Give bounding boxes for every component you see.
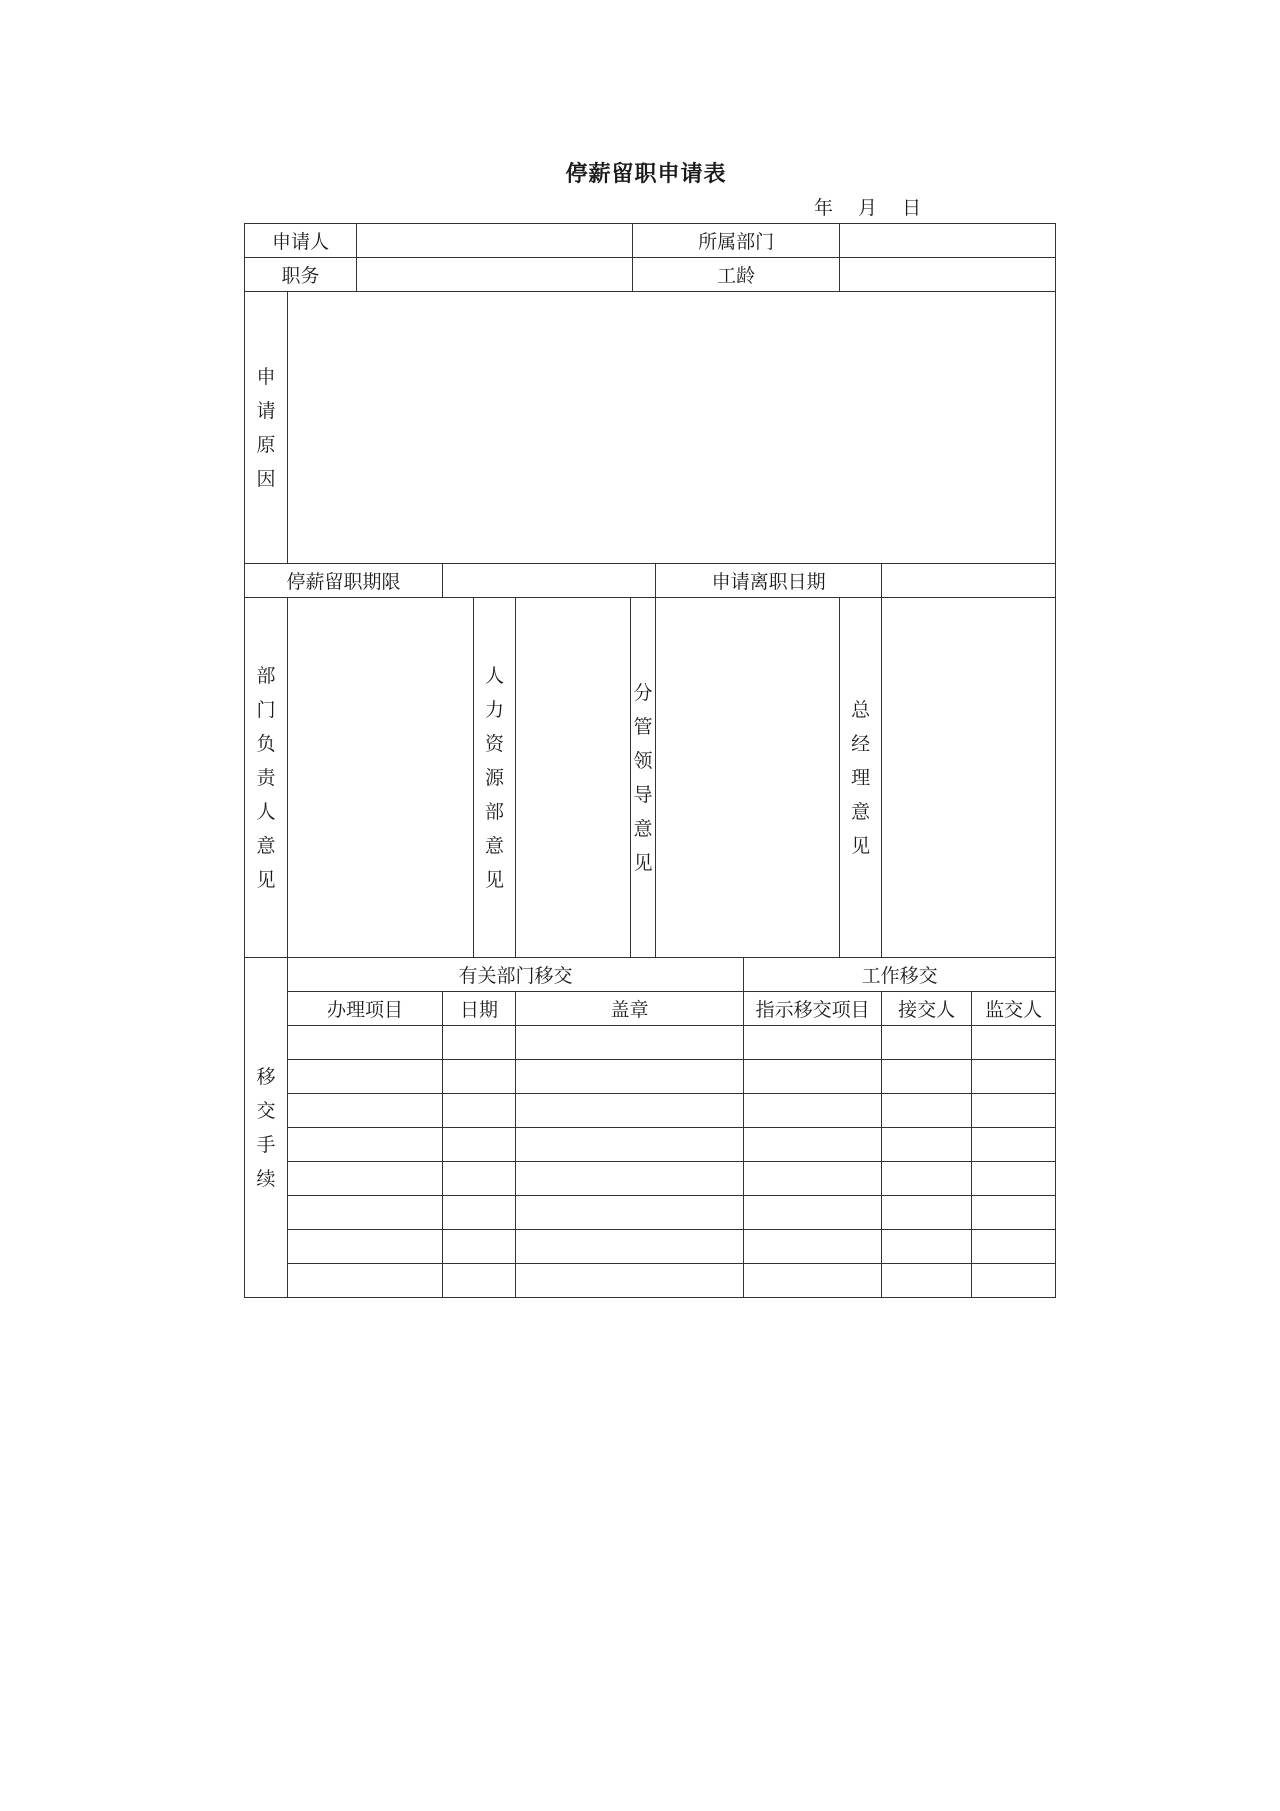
applicant-field[interactable] <box>357 224 633 258</box>
applicant-label: 申请人 <box>245 224 357 258</box>
cell-item[interactable] <box>288 1162 443 1196</box>
col-header-date: 日期 <box>443 992 516 1026</box>
cell-receiver[interactable] <box>882 1264 972 1298</box>
cell-instruction-item[interactable] <box>744 1162 882 1196</box>
cell-item[interactable] <box>288 1026 443 1060</box>
cell-date[interactable] <box>443 1230 516 1264</box>
cell-date[interactable] <box>443 1128 516 1162</box>
gm-opinion-label-cell <box>840 598 882 958</box>
table-row <box>245 1162 1056 1196</box>
cell-supervisor[interactable] <box>972 1128 1056 1162</box>
cell-receiver[interactable] <box>882 1026 972 1060</box>
cell-date[interactable] <box>443 1264 516 1298</box>
cell-seal[interactable] <box>516 1264 744 1298</box>
cell-supervisor[interactable] <box>972 1264 1056 1298</box>
supervisor-opinion-field[interactable] <box>656 598 840 958</box>
related-dept-handover-header: 有关部门移交 <box>288 958 744 992</box>
cell-date[interactable] <box>443 1196 516 1230</box>
table-row <box>245 1230 1056 1264</box>
date-line: 年 月 日 <box>814 197 922 219</box>
cell-receiver[interactable] <box>882 1094 972 1128</box>
work-handover-header: 工作移交 <box>744 958 1056 992</box>
col-header-receiver: 接交人 <box>882 992 972 1026</box>
col-header-item: 办理项目 <box>288 992 443 1026</box>
table-row <box>245 1060 1056 1094</box>
cell-date[interactable] <box>443 1162 516 1196</box>
cell-supervisor[interactable] <box>972 1094 1056 1128</box>
cell-item[interactable] <box>288 1128 443 1162</box>
cell-instruction-item[interactable] <box>744 1230 882 1264</box>
col-header-instruction-items: 指示移交项目 <box>744 992 882 1026</box>
cell-instruction-item[interactable] <box>744 1264 882 1298</box>
cell-receiver[interactable] <box>882 1230 972 1264</box>
resign-date-field[interactable] <box>882 564 1056 598</box>
col-header-seal: 盖章 <box>516 992 744 1026</box>
cell-date[interactable] <box>443 1026 516 1060</box>
handover-label: 移交手续 <box>256 1065 276 1190</box>
hr-opinion-field[interactable] <box>516 598 631 958</box>
cell-receiver[interactable] <box>882 1162 972 1196</box>
cell-item[interactable] <box>288 1196 443 1230</box>
table-row <box>245 1026 1056 1060</box>
col-header-supervisor: 监交人 <box>972 992 1056 1026</box>
cell-seal[interactable] <box>516 1026 744 1060</box>
reason-label: 申请原因 <box>256 365 276 490</box>
cell-seal[interactable] <box>516 1230 744 1264</box>
gm-opinion-label: 总经理意见 <box>851 698 871 857</box>
cell-supervisor[interactable] <box>972 1162 1056 1196</box>
seniority-label: 工龄 <box>633 258 840 292</box>
leave-period-label: 停薪留职期限 <box>245 564 443 598</box>
cell-seal[interactable] <box>516 1094 744 1128</box>
table-row <box>245 1128 1056 1162</box>
handover-label-cell <box>245 958 288 1298</box>
hr-opinion-label: 人力资源部意见 <box>485 664 505 891</box>
cell-seal[interactable] <box>516 1060 744 1094</box>
table-row <box>245 1094 1056 1128</box>
reason-field[interactable] <box>288 292 1056 564</box>
cell-date[interactable] <box>443 1094 516 1128</box>
cell-supervisor[interactable] <box>972 1026 1056 1060</box>
cell-item[interactable] <box>288 1264 443 1298</box>
cell-receiver[interactable] <box>882 1128 972 1162</box>
position-label: 职务 <box>245 258 357 292</box>
cell-supervisor[interactable] <box>972 1060 1056 1094</box>
reason-label-cell <box>245 292 288 564</box>
gm-opinion-field[interactable] <box>882 598 1056 958</box>
cell-receiver[interactable] <box>882 1196 972 1230</box>
leave-period-field[interactable] <box>443 564 656 598</box>
cell-instruction-item[interactable] <box>744 1094 882 1128</box>
seniority-field[interactable] <box>840 258 1056 292</box>
cell-seal[interactable] <box>516 1196 744 1230</box>
department-label: 所属部门 <box>633 224 840 258</box>
cell-receiver[interactable] <box>882 1060 972 1094</box>
cell-instruction-item[interactable] <box>744 1196 882 1230</box>
cell-supervisor[interactable] <box>972 1196 1056 1230</box>
position-field[interactable] <box>357 258 633 292</box>
cell-seal[interactable] <box>516 1162 744 1196</box>
cell-supervisor[interactable] <box>972 1230 1056 1264</box>
application-form-table <box>244 223 1056 1298</box>
table-row <box>245 1264 1056 1298</box>
dept-head-opinion-label: 部门负责人意见 <box>256 664 276 891</box>
form-title: 停薪留职申请表 <box>565 162 727 187</box>
department-field[interactable] <box>840 224 1056 258</box>
cell-seal[interactable] <box>516 1128 744 1162</box>
table-row <box>245 1196 1056 1230</box>
supervisor-opinion-label-cell <box>631 598 656 958</box>
dept-head-opinion-field[interactable] <box>288 598 474 958</box>
supervisor-opinion-label: 分管领导意见 <box>633 681 653 874</box>
cell-item[interactable] <box>288 1060 443 1094</box>
hr-opinion-label-cell <box>474 598 516 958</box>
resign-date-label: 申请离职日期 <box>656 564 882 598</box>
cell-instruction-item[interactable] <box>744 1026 882 1060</box>
cell-item[interactable] <box>288 1230 443 1264</box>
cell-date[interactable] <box>443 1060 516 1094</box>
cell-item[interactable] <box>288 1094 443 1128</box>
cell-instruction-item[interactable] <box>744 1060 882 1094</box>
dept-head-opinion-label-cell <box>245 598 288 958</box>
cell-instruction-item[interactable] <box>744 1128 882 1162</box>
